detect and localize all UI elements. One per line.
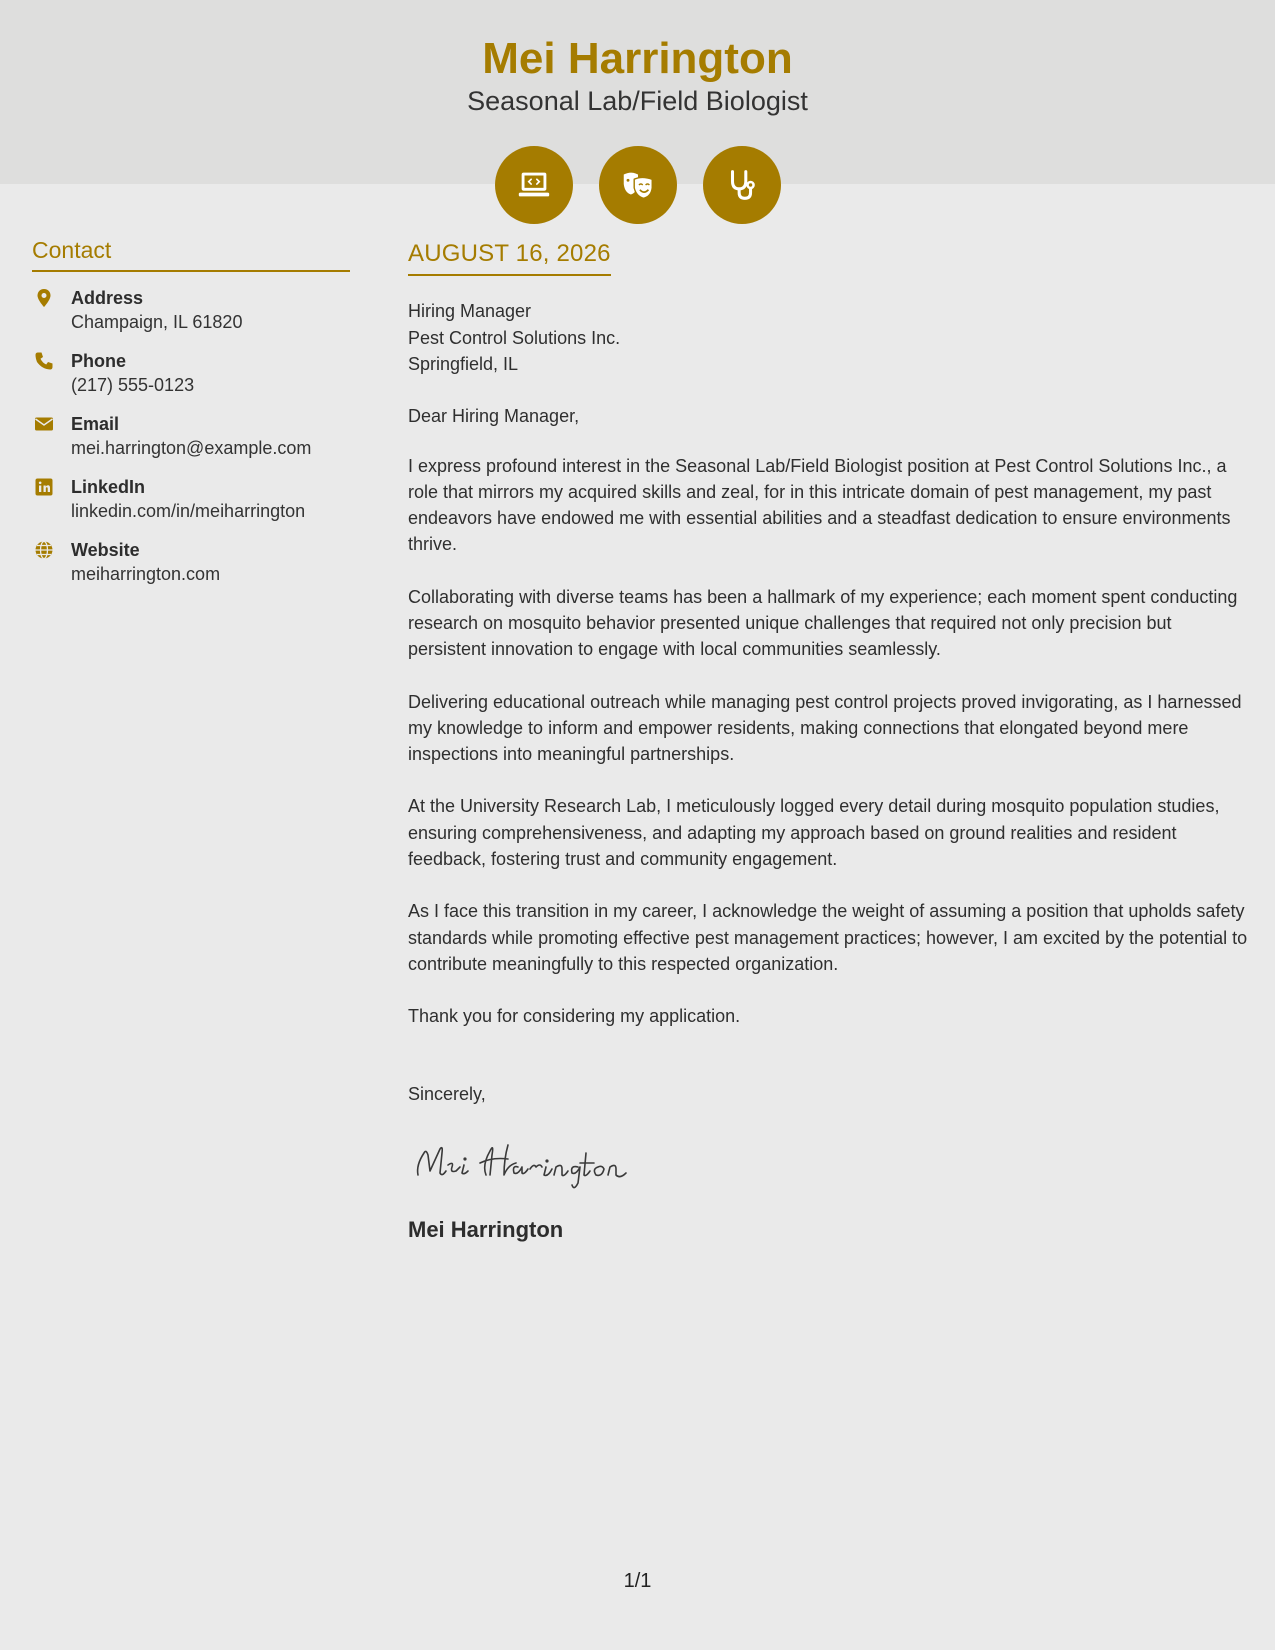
contact-value[interactable]: meiharrington.com [71,564,221,584]
contact-linkedin [32,475,350,524]
recipient-line: Springfield, IL [408,354,519,374]
stethoscope-icon [703,146,781,224]
theater-masks-icon [599,146,677,224]
letter-paragraph: Delivering educational outreach while managing pest control projects proved invigorating, as I harnessed my knowledge to inform and empower residents, making connections that elongated beyond mere inspections into meaningful partnerships. [408,691,1242,765]
contact-label: Phone [71,351,127,371]
letter-paragraph: As I face this transition in my career, I acknowledge the weight of assuming a position that upholds safety standards while promoting effective pest management practices; however, I am excited by the potential to contribute meaningfully to this respected organization. [408,901,1248,974]
job-title: Seasonal Lab/Field Biologist [467,86,808,116]
letter-date: AUGUST 16, 2026 [408,240,611,276]
letter-paragraph: At the University Research Lab, I meticulously logged every detail during mosquito population studies, ensuring comprehensiveness, and adapting my approach based on ground realities and resident feedback, fostering trust and community engagement. [408,796,1220,870]
letter-paragraph: Collaborating with diverse teams has been a hallmark of my experience; each moment spent conducting research on mosquito behavior presented unique challenges that required not only precision but persistent innovation to engage with local communities seamlessly. [408,586,1238,660]
contact-phone [32,349,350,398]
contact-value: Champaign, IL 61820 [71,312,243,332]
contact-label: Website [71,540,140,560]
contact-sidebar [32,237,350,587]
contact-address [32,286,350,335]
letter-paragraph: I express profound interest in the Seasonal Lab/Field Biologist position at Pest Control Solutions Inc., a role that mirrors my acquired skills and zeal, for in this intricate domain of pest management, my past endeavors have endowed me with essential abilities and a steadfast dedication to ensure environments thrive. [408,455,1231,555]
contact-value[interactable]: mei.harrington@example.com [71,438,312,458]
applicant-name: Mei Harrington [482,34,793,83]
header-icons [0,146,1275,224]
page-number: 1/1 [623,1570,652,1592]
map-pin-icon [34,288,54,308]
letter-body [408,240,1253,1243]
laptop-code-icon [495,146,573,224]
linkedin-icon [34,477,54,497]
contact-heading: Contact [32,237,350,272]
contact-label: LinkedIn [71,477,146,497]
phone-icon [34,351,54,371]
recipient-line: Pest Control Solutions Inc. [408,327,621,348]
closing: Sincerely, [408,1083,486,1104]
contact-label: Address [71,288,144,308]
globe-icon [34,540,54,560]
signed-name: Mei Harrington [408,1216,564,1242]
contact-email [32,412,350,461]
contact-website [32,538,350,587]
recipient-line: Hiring Manager [408,301,532,321]
envelope-icon [34,414,54,434]
contact-value: (217) 555-0123 [71,375,195,395]
handwritten-signature [412,1135,1253,1195]
salutation: Dear Hiring Manager, [408,405,580,426]
contact-value[interactable]: linkedin.com/in/meiharrington [71,501,306,521]
recipient-block [408,298,1253,378]
contact-label: Email [71,414,120,434]
letter-paragraph: Thank you for considering my application. [408,1006,741,1027]
